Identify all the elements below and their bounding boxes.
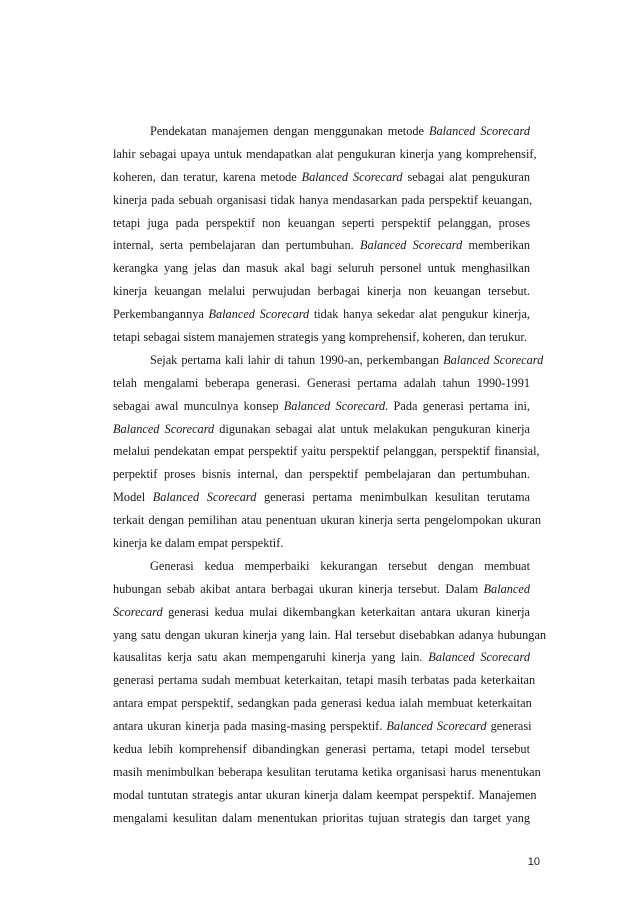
text-line: terkait dengan pemilihan atau penentuan ukuran kinerja serta pengelompokan ukuran <box>113 513 541 528</box>
italic-term: Balanced Scorecard <box>443 352 544 367</box>
text-line: perpektif proses bisnis internal, dan perspektif pembelajaran dan pertumbuhan. <box>113 467 530 482</box>
text-line: telah mengalami beberapa generasi. Generasi pertama adalah tahun 1990-1991 <box>113 375 530 390</box>
text-line: Scorecard generasi kedua mulai dikembangkan keterkaitan antara ukuran kinerja <box>113 604 530 619</box>
italic-term: Balanced Scorecard <box>283 398 386 413</box>
text-line: Sejak pertama kali lahir di tahun 1990-an, perkembangan Balanced Scorecard <box>150 352 544 367</box>
text-line: kinerja pada sebuah organisasi tidak hanya mendasarkan pada perspektif keuangan, <box>113 192 533 207</box>
text-line: kerangka yang jelas dan masuk akal bagi seluruh personel untuk menghasilkan <box>113 261 530 276</box>
text-line: sebagai awal munculnya konsep Balanced Scorecard. Pada generasi pertama ini, <box>113 398 530 413</box>
text-line: kinerja keuangan melalui perwujudan berbagai kinerja non keuangan tersebut. <box>113 284 530 299</box>
text-line: yang satu dengan ukuran kinerja yang lain. Hal tersebut disebabkan adanya hubungan <box>113 627 547 642</box>
italic-term: Balanced Scorecard <box>152 490 257 505</box>
paragraph <box>113 349 544 555</box>
paragraph <box>113 555 547 830</box>
text-line: antara empat perspektif, sedangkan pada generasi kedua ialah membuat keterkaitan <box>113 696 532 711</box>
text-line: generasi pertama sudah membuat keterkaitan, tetapi masih terbatas pada keterkaitan <box>113 673 536 688</box>
italic-term: Balanced <box>483 581 530 596</box>
italic-term: Balanced Scorecard <box>428 650 531 665</box>
text-line: Model Balanced Scorecard generasi pertama menimbulkan kesulitan terutama <box>113 490 530 505</box>
text-line: mengalami kesulitan dalam menentukan prioritas tujuan strategis dan target yang <box>113 810 530 825</box>
italic-term: Balanced Scorecard <box>301 169 403 184</box>
text-line: antara ukuran kinerja pada masing-masing perspektif. Balanced Scorecard generasi <box>113 719 532 734</box>
page-number: 10 <box>527 856 540 868</box>
text-line: melalui pendekatan empat perspektif yaitu perspektif pelanggan, perspektif finansial, <box>113 444 540 459</box>
text-line: Pendekatan manajemen dengan menggunakan metode Balanced Scorecard <box>150 124 530 138</box>
text-line: kinerja ke dalam empat perspektif. <box>113 536 284 551</box>
italic-term: Scorecard <box>113 604 163 619</box>
text-line: tetapi juga pada perspektif non keuangan seperti perspektif pelanggan, proses <box>113 215 530 230</box>
text-line: Generasi kedua memperbaiki kekurangan tersebut dengan membuat <box>150 558 530 573</box>
text-line: hubungan sebab akibat antara berbagai ukuran kinerja tersebut. Dalam Balanced <box>113 581 530 596</box>
italic-term: Balanced Scorecard <box>208 307 310 322</box>
text-line: tetapi sebagai sistem manajemen strategis yang komprehensif, koheren, dan terukur. <box>113 330 527 345</box>
text-line: koheren, dan teratur, karena metode Balanced Scorecard sebagai alat pengukuran <box>113 169 530 184</box>
italic-term: Balanced Scorecard <box>428 124 530 138</box>
text-line: lahir sebagai upaya untuk mendapatkan alat pengukuran kinerja yang komprehensif, <box>113 146 537 161</box>
italic-term: Balanced Scorecard <box>359 238 463 253</box>
italic-term: Balanced Scorecard <box>113 421 215 436</box>
body-text <box>113 120 547 830</box>
text-line: masih menimbulkan beberapa kesulitan terutama ketika organisasi harus menentukan <box>113 764 541 779</box>
text-line: modal tuntutan strategis antar ukuran kinerja dalam keempat perspektif. Manajemen <box>113 787 537 802</box>
text-line: kausalitas kerja satu akan mempengaruhi kinerja yang lain. Balanced Scorecard <box>113 650 531 665</box>
text-line: Balanced Scorecard digunakan sebagai alat untuk melakukan pengukuran kinerja <box>113 421 531 436</box>
text-line: internal, serta pembelajaran dan pertumbuhan. Balanced Scorecard memberikan <box>113 238 530 253</box>
text-line: Perkembangannya Balanced Scorecard tidak hanya sekedar alat pengukur kinerja, <box>113 307 531 322</box>
paragraph <box>113 120 537 349</box>
text-line: kedua lebih komprehensif dibandingkan generasi pertama, tetapi model tersebut <box>113 742 530 757</box>
italic-term: Balanced Scorecard <box>386 719 487 734</box>
